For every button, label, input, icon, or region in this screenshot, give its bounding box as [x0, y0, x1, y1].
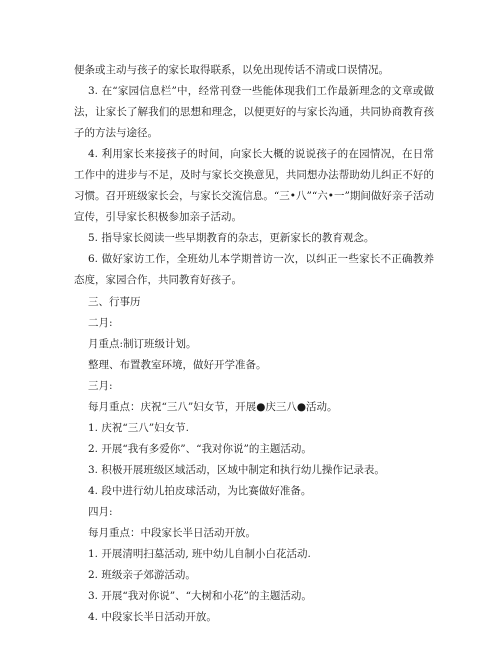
paragraph-parent-pickup: 4. 利用家长来接孩子的时间，向家长大概的说说孩子的在园情况，在日常工作中的进步与不足，及时与家长交换意见，共同想办法帮助幼儿纠正不好的习惯。召开班级家长会，与家长交流信息。“三•八”“六•一”期间做好亲子活动宣传，引导家长积极参加亲子活动。: [74, 148, 434, 223]
month-heading-march: 三月:: [88, 380, 113, 392]
paragraph-home-contact-end: 便条或主动与孩子的家长取得联系，以免出现传话不清或口误情况。: [74, 64, 389, 76]
march-item-1: 1. 庆祝“三八”妇女节.: [88, 422, 189, 434]
april-item-1: 1. 开展清明扫墓活动, 班中幼儿自制小白花活动.: [88, 548, 311, 560]
february-focus: 月重点:制订班级计划。: [88, 338, 197, 350]
paragraph-info-board: 3. 在“家园信息栏”中，经常刊登一些能体现我们工作最新理念的文章或做法，让家长了解我们的思想和理念，以便更好的与家长沟通，共同协商教育孩子的方法与途径。: [74, 85, 434, 139]
april-focus: 每月重点：中段家长半日活动开放。: [88, 527, 256, 539]
april-item-4: 4. 中段家长半日活动开放。: [88, 611, 217, 623]
paragraph-home-visit: 6. 做好家访工作，全班幼儿本学期普访一次，以纠正一些家长不正确教养态度，家园合作，共同教育好孩子。: [74, 253, 434, 286]
month-heading-april: 四月:: [88, 506, 113, 518]
march-item-2: 2. 开展“我有多爱你”、“我对你说”的主题活动。: [88, 443, 312, 455]
april-item-2: 2. 班级亲子郊游活动。: [88, 569, 196, 581]
paragraph-parent-reading: 5. 指导家长阅读一些早期教育的杂志，更新家长的教育观念。: [88, 232, 375, 244]
march-item-3: 3. 积极开展班级区域活动，区域中制定和执行幼儿操作记录表。: [88, 464, 385, 476]
march-focus: 每月重点：庆祝“三八”妇女节，开展●庆三八●活动。: [88, 401, 338, 413]
april-item-3: 3. 开展“我对你说”、“大树和小花”的主题活动。: [88, 590, 312, 602]
month-heading-february: 二月:: [88, 317, 113, 329]
section-heading-calendar: 三、行事历: [88, 296, 141, 308]
march-item-4: 4. 段中进行幼儿拍皮球活动，为比赛做好准备。: [88, 485, 312, 497]
february-task: 整理、布置教室环境，做好开学准备。: [88, 359, 267, 371]
